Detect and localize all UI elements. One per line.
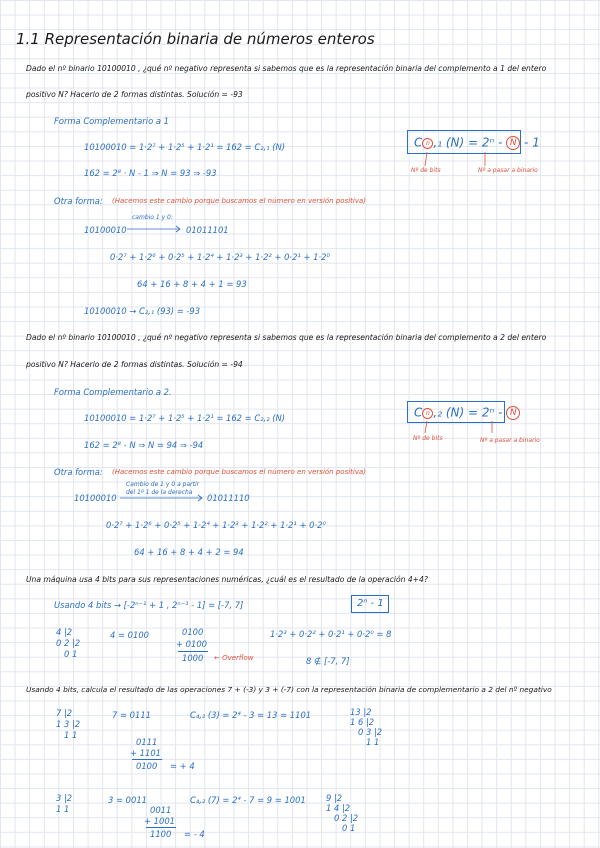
ex3-overflow: ← Overflow xyxy=(214,654,254,662)
ex4-b-add1: 0011 xyxy=(150,805,172,815)
ex4-b-sum-line xyxy=(146,827,176,828)
ex4-a-val: = + 4 xyxy=(170,761,195,771)
ex2-method2-heading: Otra forma: xyxy=(54,467,103,477)
ex1-method2-to: 01011101 xyxy=(186,225,229,235)
ex3-sum-b: + 0100 xyxy=(176,639,207,649)
ex1-method2-from: 10100010 xyxy=(84,225,127,235)
ex1-formula-n-circle: n xyxy=(422,138,433,149)
ex3-check: 1·2³ + 0·2² + 0·2¹ + 0·2⁰ = 8 xyxy=(270,629,392,639)
ex4-a-bin: 7 = 0111 xyxy=(112,710,151,720)
ex4-a-res: 0100 xyxy=(136,761,158,771)
ex4-a-div2: 1 3 |2 xyxy=(56,719,81,729)
ex2-method2-arrow-label-2: del 1º 1 de la derecha xyxy=(126,489,193,496)
ex4-a-r2: 1 6 |2 xyxy=(350,717,375,727)
ex1-method2-sum: 0·2⁷ + 1·2⁶ + 0·2⁵ + 1·2⁴ + 1·2³ + 1·2² + 0·2¹ + 1·2⁰ xyxy=(110,252,330,262)
ex4-a-div1: 7 |2 xyxy=(56,708,73,718)
ex3-notin: 8 ∉ [-7, 7] xyxy=(306,656,350,666)
ex4-statement: Usando 4 bits, calcula el resultado de las operaciones 7 + (-3) y 3 + (-7) con la representación binaria de complementario a 2 del nº negativo xyxy=(26,685,552,694)
ex1-method1-line1: 10100010 = 1·2⁷ + 1·2⁵ + 1·2¹ = 162 = C₂,₁ (N) xyxy=(84,142,286,152)
ex4-b-r1: 9 |2 xyxy=(326,793,343,803)
ex4-b-res: 1100 xyxy=(150,829,172,839)
ex4-b-r4: 0 1 xyxy=(342,823,356,833)
ex2-formula-n-circle: n xyxy=(422,408,433,419)
ex2-note-bits: Nº de bits xyxy=(413,435,443,442)
ex1-formula: C n ,₁ (N) = 2ⁿ - N - 1 xyxy=(414,135,540,150)
ex4-a-r4: 1 1 xyxy=(366,737,380,747)
ex1-method1-line2: 162 = 2⁸ · N - 1 ⇒ N = 93 ⇒ -93 xyxy=(84,168,217,178)
ex1-formula-N-circle: N xyxy=(506,136,520,150)
ex1-method2-arrow-label: cambio 1 y 0: xyxy=(132,214,173,221)
ex4-a-sum-line xyxy=(132,759,162,760)
ex1-method1-heading: Forma Complementario a 1 xyxy=(54,116,169,126)
ex1-note-bits: Nº de bits xyxy=(411,167,441,174)
ex3-using: Usando 4 bits → [-2ⁿ⁻¹ + 1 , 2ⁿ⁻¹ - 1] = [-7, 7] xyxy=(54,600,244,610)
ex1-method2-heading: Otra forma: xyxy=(54,196,103,206)
ex2-statement-line1: Dado el nº binario 10100010 , ¿qué nº negativo representa si sabemos que es la representación binaria del complemento a 2 del entero xyxy=(26,333,547,342)
ex2-method2-to: 01011110 xyxy=(207,493,250,503)
ex1-statement-line2: positivo N? Hacerlo de 2 formas distintas. Solución = -93 xyxy=(26,90,243,99)
ex4-a-add2: + 1101 xyxy=(130,748,161,758)
ex4-b-r3: 0 2 |2 xyxy=(334,813,359,823)
ex2-method1-line1: 10100010 = 1·2⁷ + 1·2⁵ + 1·2¹ = 162 = C₂,₂ (N) xyxy=(84,413,286,423)
ex2-method2-from: 10100010 xyxy=(74,493,117,503)
ex1-note-pass: Nº a pasar a binario xyxy=(478,167,538,174)
ex4-b-bin: 3 = 0011 xyxy=(108,795,147,805)
ex3-sum-c: 1000 xyxy=(182,653,204,663)
ex3-sum-a: 0100 xyxy=(182,627,204,637)
ex4-a-add1: 0111 xyxy=(136,737,158,747)
ex4-a-div3: 1 1 xyxy=(64,730,78,740)
ex4-b-formula: C₄,₂ (7) = 2⁴ - 7 = 9 = 1001 xyxy=(190,795,306,805)
ex1-method2-note: (Hacemos este cambio porque buscamos el número en versión positiva) xyxy=(112,197,367,205)
ex2-formula: C n ,₂ (N) = 2ⁿ - N xyxy=(414,406,520,420)
ex3-statement: Una máquina usa 4 bits para sus representaciones numéricas, ¿cuál es el resultado de la operación 4+4? xyxy=(26,575,428,584)
ex2-statement-line2: positivo N? Hacerlo de 2 formas distintas. Solución = -94 xyxy=(26,360,243,369)
ex3-sum-line xyxy=(178,651,208,652)
ex4-b-div2: 1 1 xyxy=(56,804,70,814)
ex2-method2-note: (Hacemos este cambio porque buscamos el número en versión positiva) xyxy=(112,468,367,476)
ex2-method2-sum: 0·2⁷ + 1·2⁶ + 0·2⁵ + 1·2⁴ + 1·2³ + 1·2² + 1·2¹ + 0·2⁰ xyxy=(106,520,326,530)
ex1-method2-result: 10100010 → C₂,₁ (93) = -93 xyxy=(84,306,201,316)
ex4-a-formula: C₄,₂ (3) = 2⁴ - 3 = 13 = 1101 xyxy=(190,710,312,720)
ex4-b-val: = - 4 xyxy=(184,829,205,839)
ex2-formula-N-circle: N xyxy=(506,406,520,420)
ex2-method1-heading: Forma Complementario a 2. xyxy=(54,387,172,397)
ex4-a-r1: 13 |2 xyxy=(350,707,372,717)
ex4-b-div1: 3 |2 xyxy=(56,793,73,803)
ex2-method2-total: 64 + 16 + 8 + 4 + 2 = 94 xyxy=(134,547,244,557)
ex3-div-step1: 4 |2 xyxy=(56,627,73,637)
page-title: 1.1 Representación binaria de números enteros xyxy=(16,30,375,48)
ex4-b-r2: 1 4 |2 xyxy=(326,803,351,813)
ex3-boxed-formula: 2ⁿ - 1 xyxy=(351,595,389,613)
ex2-method2-arrow-label-1: Cambio de 1 y 0 a partir xyxy=(126,481,200,488)
ex3-bin4: 4 = 0100 xyxy=(110,630,149,640)
ex1-method2-total: 64 + 16 + 8 + 4 + 1 = 93 xyxy=(137,279,247,289)
ex2-note-pass: Nº a pasar a binario xyxy=(480,437,540,444)
ex3-div-step2: 0 2 |2 xyxy=(56,638,81,648)
ex1-statement-line1: Dado el nº binario 10100010 , ¿qué nº negativo representa si sabemos que es la representación binaria del complemento a 1 del entero xyxy=(26,64,547,73)
ex2-method1-line2: 162 = 2⁸ - N ⇒ N = 94 ⇒ -94 xyxy=(84,440,204,450)
ex4-b-add2: + 1001 xyxy=(144,816,175,826)
ex3-div-step3: 0 1 xyxy=(64,649,78,659)
ex4-a-r3: 0 3 |2 xyxy=(358,727,383,737)
